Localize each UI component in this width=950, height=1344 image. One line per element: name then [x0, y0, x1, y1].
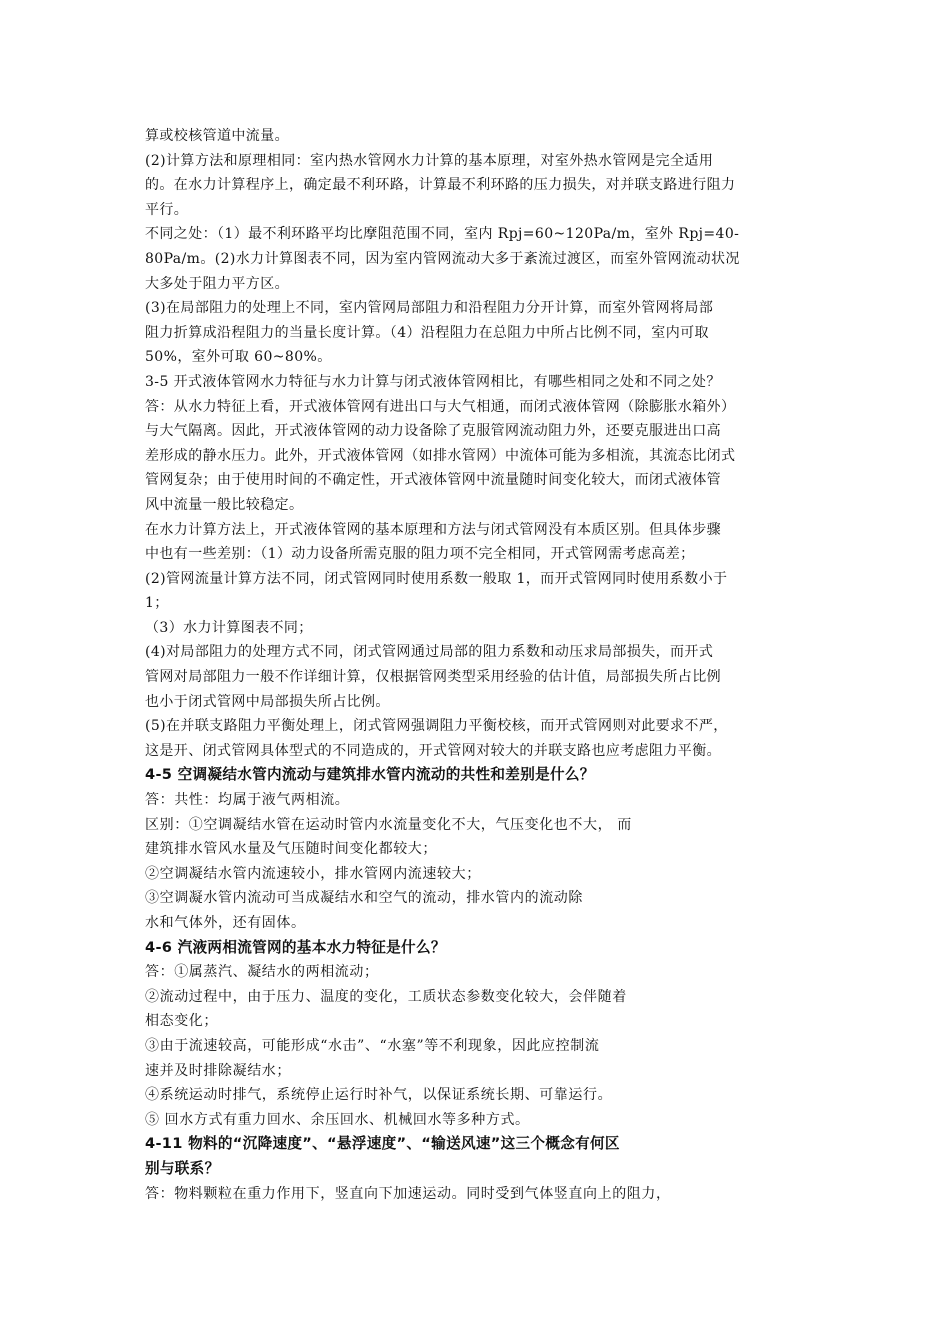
text-line: ③空调凝水管内流动可当成凝结水和空气的流动，排水管内的流动除 — [145, 890, 583, 907]
text-line: (2)计算方法和原理相同：室内热水管网水力计算的基本原理，对室外热水管网是完全适用 — [145, 152, 714, 169]
question-heading: 4-5 空调凝结水管内流动与建筑排水管内流动的共性和差别是什么？ — [145, 766, 595, 784]
text-line: 算或校核管道中流量。 — [145, 128, 289, 144]
text-line: 答：从水力特征上看，开式液体管网有进出口与大气相通，而闭式液体管网（除膨胀水箱外） — [145, 398, 736, 415]
question-heading: 4-6 汽液两相流管网的基本水力特征是什么？ — [145, 938, 446, 956]
text-line: 不同之处：（1）最不利环路平均比摩阻范围不同，室内 Rpj=60~120Pa/m，室外 Rpj=40- — [145, 226, 740, 243]
text-line: 的。在水力计算程序上，确定最不利环路，计算最不利环路的压力损失，对并联支路进行阻力 — [145, 177, 736, 194]
text-line: 中也有一些差别：（1）动力设备所需克服的阻力项不完全相同，开式管网需考虑高差； — [145, 546, 695, 563]
text-line: ②空调凝结水管内流速较小，排水管网内流速较大； — [145, 865, 481, 882]
text-line: 大多处于阻力平方区。 — [145, 275, 289, 292]
text-line: (2)管网流量计算方法不同，闭式管网同时使用系数一般取 1，而开式管网同时使用系数小于 — [145, 570, 728, 587]
text-line: 1； — [145, 595, 169, 612]
text-line: 50%，室外可取 60~80%。 — [145, 349, 332, 366]
text-line: 在水力计算方法上，开式液体管网的基本原理和方法与闭式管网没有本质区别。但具体步骤 — [145, 521, 721, 538]
text-line: ⑤ 回水方式有重力回水、余压回水、机械回水等多种方式。 — [145, 1111, 530, 1128]
text-line: （3）水力计算图表不同； — [145, 619, 313, 636]
text-line: 相态变化； — [145, 1013, 218, 1030]
text-line: ③由于流速较高，可能形成“水击”、“水塞”等不利现象，因此应控制流 — [145, 1037, 600, 1054]
text-line: 速并及时排除凝结水； — [145, 1062, 291, 1079]
text-line: 水和气体外，还有固体。 — [145, 915, 306, 931]
text-line: 差形成的静水压力。此外，开式液体管网（如排水管网）中流体可能为多相流，其流态比闭式 — [145, 447, 736, 464]
text-line: 答：共性：均属于液气两相流。 — [145, 792, 350, 809]
text-line: ②流动过程中，由于压力、温度的变化，工质状态参数变化较大，会伴随着 — [145, 988, 627, 1005]
text-line: 管网复杂；由于使用时间的不确定性，开式液体管网中流量随时间变化较大，而闭式液体管 — [145, 472, 721, 489]
text-line: (5)在并联支路阻力平衡处理上，闭式管网强调阻力平衡校核，而开式管网则对此要求不严， — [145, 718, 728, 735]
text-line: 也小于闭式管网中局部损失所占比例。 — [145, 693, 390, 710]
text-line: 这是开、闭式管网具体型式的不同造成的，开式管网对较大的并联支路也应考虑阻力平衡。 — [145, 742, 721, 759]
question-heading: 别与联系？ — [145, 1159, 220, 1177]
text-line: 答：物料颗粒在重力作用下，竖直向下加速运动。同时受到气体竖直向上的阻力， — [145, 1185, 671, 1202]
text-line: (4)对局部阻力的处理方式不同，闭式管网通过局部的阻力系数和动压求局部损失，而开式 — [145, 644, 714, 661]
question-heading: 4-11 物料的“沉降速度”、“悬浮速度”、“输送风速”这三个概念有何区 — [145, 1135, 620, 1153]
text-line: 管网对局部阻力一般不作详细计算，仅根据管网类型采用经验的估计值，局部损失所占比例 — [145, 669, 721, 686]
text-line: 建筑排水管风水量及气压随时间变化都较大； — [145, 841, 437, 858]
text-line: 答：①属蒸汽、凝结水的两相流动； — [145, 964, 379, 981]
text-line: 平行。 — [145, 201, 189, 218]
text-line: 80Pa/m。(2)水力计算图表不同，因为室内管网流动大多于紊流过渡区，而室外管网流动状况 — [145, 250, 740, 267]
text-line: 与大气隔离。因此，开式液体管网的动力设备除了克服管网流动阻力外，还要克服进出口高 — [145, 423, 721, 440]
text-line: 区别：①空调凝结水管在运动时管内水流量变化不大，气压变化也不大， 而 — [145, 816, 632, 833]
text-line: 3-5 开式液体管网水力特征与水力计算与闭式液体管网相比，有哪些相同之处和不同之处？ — [145, 373, 721, 390]
text-line: (3)在局部阻力的处理上不同，室内管网局部阻力和沿程阻力分开计算，而室外管网将局部 — [145, 300, 714, 317]
text-line: 风中流量一般比较稳定。 — [145, 496, 304, 513]
document-page — [145, 124, 815, 1206]
text-line: 阻力折算成沿程阻力的当量长度计算。（4）沿程阻力在总阻力中所占比例不同，室内可取 — [145, 324, 709, 341]
text-line: ④系统运动时排气，系统停止运行时补气，以保证系统长期、可靠运行。 — [145, 1087, 613, 1104]
